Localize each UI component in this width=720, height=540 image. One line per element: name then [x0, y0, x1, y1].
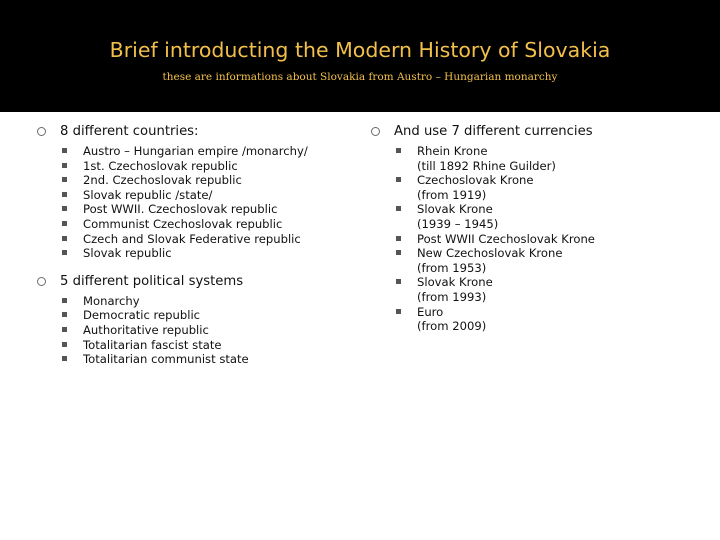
list-item	[36, 217, 356, 232]
square-bullet-icon	[396, 177, 401, 182]
right-column	[370, 123, 700, 334]
left-column	[36, 123, 356, 367]
hollow-circle-bullet-icon	[371, 127, 380, 136]
slide-title: Brief introducting the Modern History of Slovakia	[109, 38, 611, 62]
square-bullet-icon	[62, 250, 67, 255]
square-bullet-icon	[396, 206, 401, 211]
section-currencies	[370, 123, 700, 140]
square-bullet-icon	[62, 356, 67, 361]
list-item	[370, 202, 700, 231]
list-item-text: Totalitarian fascist state	[83, 337, 222, 352]
section-countries	[36, 123, 356, 140]
section-heading: And use 7 different currencies	[394, 124, 593, 139]
list-item	[36, 323, 356, 338]
currency-name: Slovak Krone	[417, 275, 493, 290]
list-item-text: Austro – Hungarian empire /monarchy/	[83, 144, 308, 158]
square-bullet-icon	[62, 312, 67, 317]
list-item	[370, 173, 700, 202]
list-item	[36, 202, 356, 217]
square-bullet-icon	[62, 327, 67, 332]
currency-period: (from 2009)	[417, 319, 487, 334]
section-heading: 8 different countries:	[60, 124, 199, 139]
list-item-text: Democratic republic	[83, 308, 201, 323]
list-item-text: Totalitarian communist state	[83, 352, 249, 367]
countries-list	[36, 144, 356, 261]
list-item	[370, 275, 700, 304]
list-item-text: Slovak republic	[83, 246, 172, 261]
square-bullet-icon	[396, 279, 401, 284]
title-banner	[0, 0, 720, 112]
list-item	[36, 232, 356, 247]
square-bullet-icon	[396, 148, 401, 153]
list-item-text: Monarchy	[83, 293, 140, 308]
list-item	[36, 246, 356, 261]
square-bullet-icon	[62, 206, 67, 211]
list-item	[36, 159, 356, 174]
list-item	[370, 144, 700, 173]
square-bullet-icon	[62, 298, 67, 303]
currency-period: (from 1953)	[417, 260, 487, 275]
currency-period: (from 1919)	[417, 187, 487, 202]
square-bullet-icon	[62, 177, 67, 182]
currencies-list	[370, 144, 700, 334]
currency-period: (till 1892 Rhine Guilder)	[417, 158, 556, 173]
list-item-text: Slovak republic /state/	[83, 187, 213, 202]
hollow-circle-bullet-icon	[37, 277, 46, 286]
currency-period: (1939 – 1945)	[417, 216, 499, 231]
list-item	[36, 352, 356, 367]
list-item	[370, 246, 700, 275]
currency-name: New Czechoslovak Krone	[417, 246, 563, 261]
square-bullet-icon	[62, 236, 67, 241]
currency-name: Euro	[417, 304, 444, 319]
currency-name: Rhein Krone	[417, 144, 488, 158]
list-item-text: Communist Czechoslovak republic	[83, 216, 283, 231]
list-item-text: 1st. Czechoslovak republic	[83, 158, 238, 173]
list-item	[36, 188, 356, 203]
list-item-text: Post WWII. Czechoslovak republic	[83, 202, 278, 217]
square-bullet-icon	[62, 163, 67, 168]
currency-name: Post WWII Czechoslovak Krone	[417, 231, 595, 246]
list-item	[36, 144, 356, 159]
list-item	[370, 232, 700, 247]
list-item	[36, 308, 356, 323]
square-bullet-icon	[396, 236, 401, 241]
list-item	[36, 294, 356, 309]
hollow-circle-bullet-icon	[37, 127, 46, 136]
slide-subtitle: these are informations about Slovakia from Austro – Hungarian monarchy	[162, 71, 558, 83]
list-item-text: Czech and Slovak Federative republic	[83, 231, 301, 246]
political-systems-list	[36, 294, 356, 367]
list-item-text: 2nd. Czechoslovak republic	[83, 173, 242, 188]
list-item	[36, 338, 356, 353]
list-item	[370, 305, 700, 334]
square-bullet-icon	[62, 148, 67, 153]
section-heading: 5 different political systems	[60, 273, 244, 289]
list-item	[36, 173, 356, 188]
currency-name: Slovak Krone	[417, 202, 493, 217]
currency-period: (from 1993)	[417, 289, 487, 304]
square-bullet-icon	[62, 192, 67, 197]
currency-name: Czechoslovak Krone	[417, 173, 534, 188]
section-political-systems	[36, 273, 356, 290]
list-item-text: Authoritative republic	[83, 322, 209, 337]
square-bullet-icon	[396, 309, 401, 314]
square-bullet-icon	[62, 221, 67, 226]
square-bullet-icon	[396, 250, 401, 255]
square-bullet-icon	[62, 342, 67, 347]
